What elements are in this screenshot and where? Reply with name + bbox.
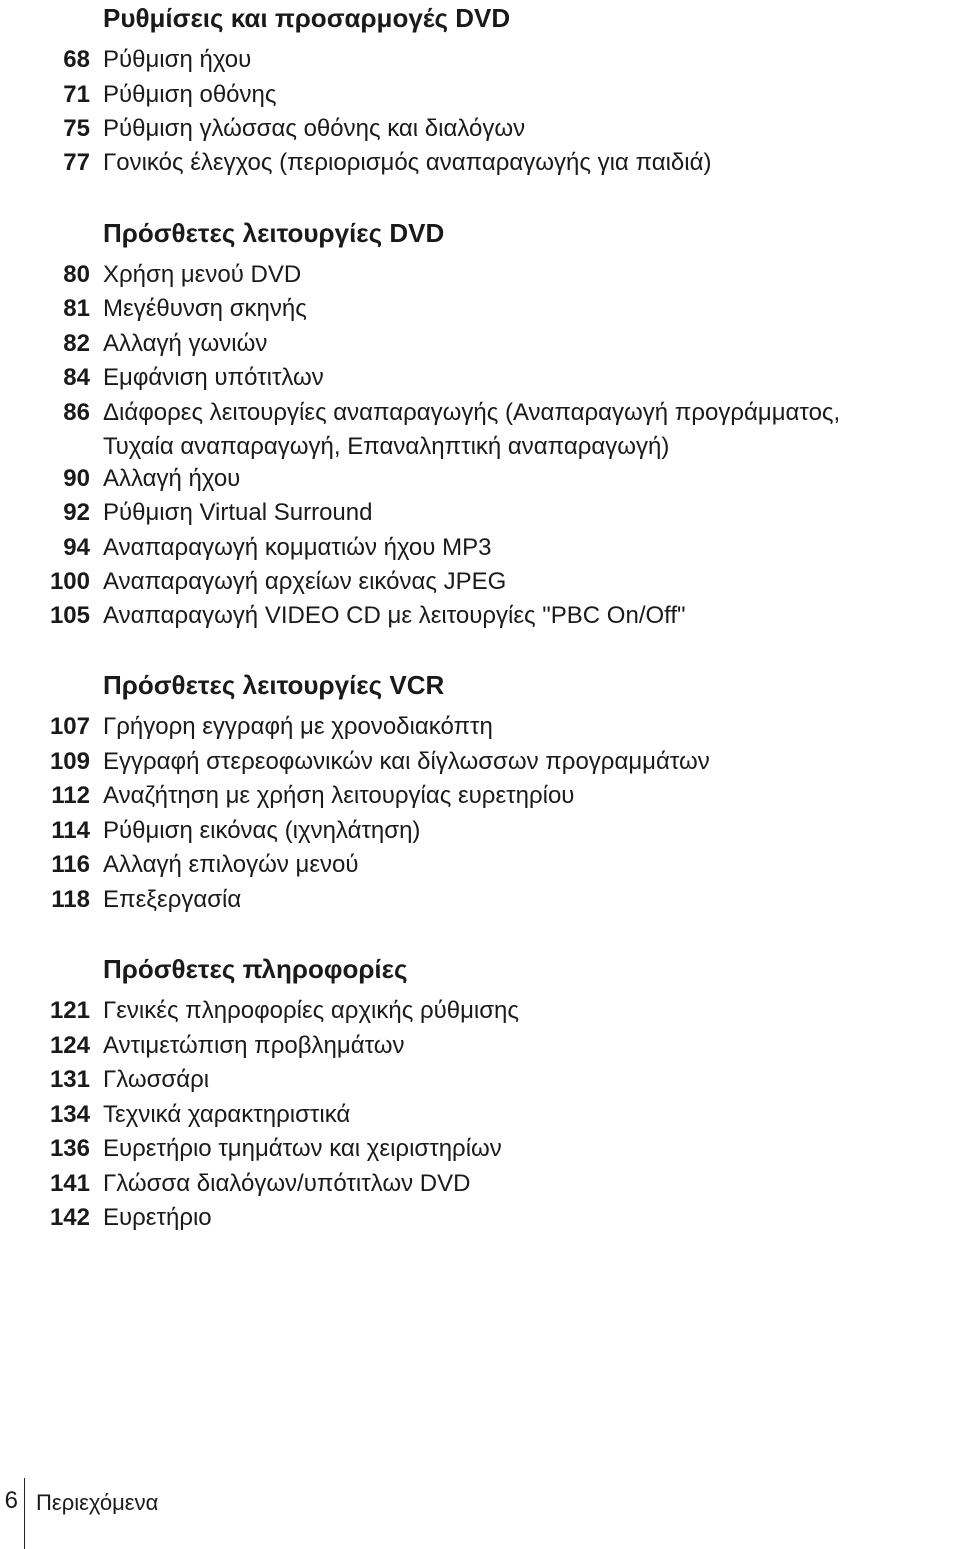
entry-title: Αλλαγή ήχου: [103, 465, 241, 492]
section-title: Πρόσθετες λειτουργίες VCR: [103, 670, 445, 700]
entry-title: Αντιμετώπιση προβλημάτων: [103, 1032, 405, 1059]
entry-title: Ρύθμιση Virtual Surround: [103, 499, 373, 526]
page-footer: [0, 1478, 300, 1549]
entry-page-number: 90: [63, 465, 90, 492]
entry-title: Αναπαραγωγή αρχείων εικόνας JPEG: [103, 568, 507, 595]
entry-page-number: 116: [51, 851, 90, 878]
entry-page-number: 77: [63, 149, 90, 176]
entry-title: Γρήγορη εγγραφή με χρονοδιακόπτη: [103, 713, 493, 740]
entry-title: Ρύθμιση ήχου: [103, 46, 252, 73]
entry-title: Ρύθμιση οθόνης: [103, 81, 277, 108]
entry-title: Ευρετήριο τμημάτων και χειριστηρίων: [103, 1135, 502, 1162]
entry-title: Ρύθμιση γλώσσας οθόνης και διαλόγων: [103, 115, 526, 142]
entry-title: Γλώσσα διαλόγων/υπότιτλων DVD: [103, 1170, 471, 1197]
entry-page-number: 109: [49, 748, 90, 775]
entry-page-number: 86: [63, 399, 90, 426]
entry-page-number: 80: [63, 261, 90, 288]
entry-page-number: 68: [63, 46, 90, 73]
entry-title: Τεχνικά χαρακτηριστικά: [103, 1101, 351, 1128]
footer-page-number: 6: [4, 1487, 18, 1514]
entry-title: Ευρετήριο: [103, 1204, 212, 1231]
entry-title: Επεξεργασία: [103, 886, 242, 913]
entry-title: Αναπαραγωγή VIDEO CD με λειτουργίες "PBC On/Off": [103, 602, 686, 629]
entry-page-number: 84: [63, 364, 90, 391]
entry-page-number: 81: [63, 295, 90, 322]
entry-title: Αλλαγή επιλογών μενού: [103, 851, 359, 878]
footer-divider: [24, 1478, 25, 1549]
entry-page-number: 75: [63, 115, 90, 142]
entry-title: Ρύθμιση εικόνας (ιχνηλάτηση): [103, 817, 421, 844]
section-title: Πρόσθετες πληροφορίες: [103, 954, 408, 984]
entry-page-number: 71: [63, 81, 90, 108]
entry-page-number: 118: [51, 886, 90, 913]
entry-title: Διάφορες λειτουργίες αναπαραγωγής (Αναπαραγωγή προγράμματος, Τυχαία αναπαραγωγή, Επαναληπτική αναπαραγωγή): [103, 399, 841, 460]
entry-title: Χρήση μενού DVD: [103, 261, 302, 288]
entry-title: Εγγραφή στερεοφωνικών και δίγλωσσων προγραμμάτων: [103, 748, 710, 775]
entry-page-number: 136: [49, 1135, 90, 1162]
entry-page-number: 100: [49, 568, 90, 595]
entry-page-number: 141: [49, 1170, 90, 1197]
entry-page-number: 142: [49, 1204, 90, 1231]
entry-title: Αναζήτηση με χρήση λειτουργίας ευρετηρίου: [103, 782, 575, 809]
entry-page-number: 114: [51, 817, 90, 844]
entry-page-number: 82: [63, 330, 90, 357]
footer-section-label: Περιεχόμενα: [36, 1490, 159, 1515]
entry-page-number: 121: [49, 997, 90, 1024]
entry-page-number: 92: [63, 499, 90, 526]
section-title: Πρόσθετες λειτουργίες DVD: [103, 218, 445, 248]
entry-page-number: 112: [51, 782, 90, 809]
entry-title: Γονικός έλεγχος (περιορισμός αναπαραγωγής για παιδιά): [103, 149, 712, 176]
entry-page-number: 94: [63, 534, 90, 561]
entry-title: Αλλαγή γωνιών: [103, 330, 268, 357]
entry-page-number: 131: [49, 1066, 90, 1093]
section-title: Ρυθμίσεις και προσαρμογές DVD: [103, 3, 511, 33]
entry-title: Γενικές πληροφορίες αρχικής ρύθμισης: [103, 997, 519, 1024]
entry-title: Αναπαραγωγή κομματιών ήχου MP3: [103, 534, 492, 561]
entry-title: Εμφάνιση υπότιτλων: [103, 364, 324, 391]
entry-title: Μεγέθυνση σκηνής: [103, 295, 307, 322]
entry-page-number: 124: [49, 1032, 90, 1059]
entry-page-number: 105: [49, 602, 90, 629]
entry-page-number: 107: [49, 713, 90, 740]
entry-page-number: 134: [49, 1101, 90, 1128]
entry-title: Γλωσσάρι: [103, 1066, 210, 1093]
